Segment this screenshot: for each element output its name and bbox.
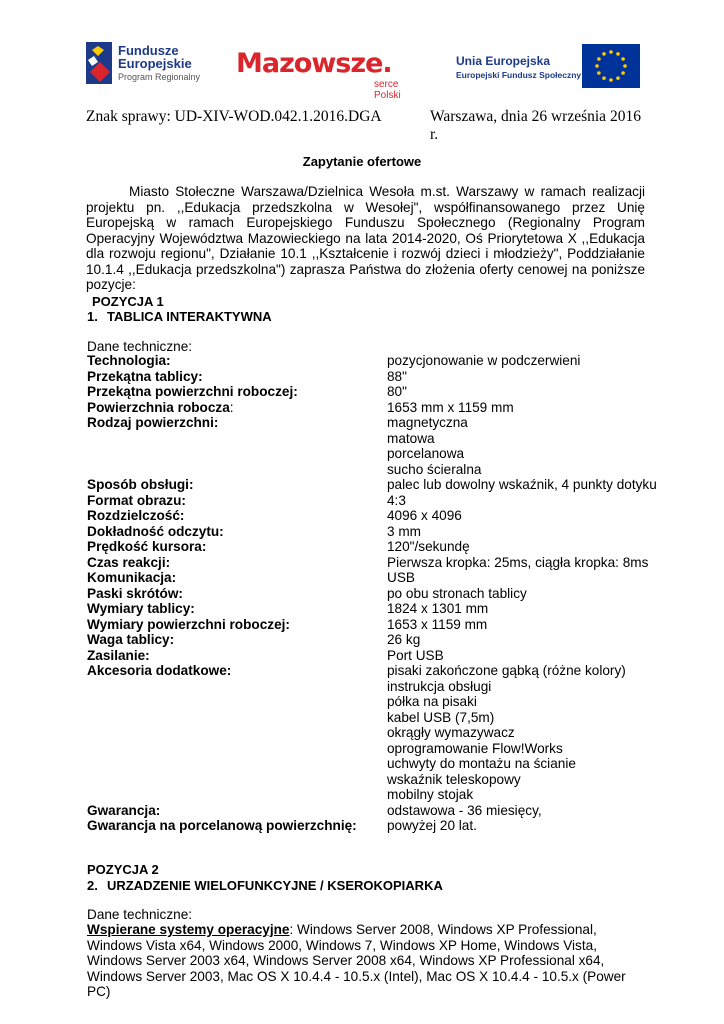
spec-value: 80" [387, 384, 407, 399]
eu-line2: Europejski Fundusz Społeczny [456, 70, 582, 80]
spec-value: pisaki zakończone gąbką (różne kolory) [387, 663, 626, 678]
funds-line1: Fundusze [118, 43, 179, 58]
position2-os-paragraph [87, 922, 652, 1000]
spec-row [87, 415, 687, 477]
eu-star [621, 71, 625, 75]
mazowsze-logo [236, 48, 426, 101]
spec-label [87, 570, 387, 586]
spec-label-text: Powierzchnia robocza [87, 399, 230, 415]
mazowsze-wordmark: Mazowsze. [236, 48, 392, 79]
spec-values [387, 493, 406, 509]
spec-value: instrukcja obsługi [387, 678, 492, 694]
spec-label [87, 493, 387, 509]
spec-value: 120"/sekundę [387, 539, 470, 554]
spec-values [387, 601, 488, 617]
eu-star [623, 64, 627, 68]
spec-row [87, 601, 687, 617]
spec-values [387, 539, 470, 555]
position1-spec-list [87, 353, 687, 834]
spec-label-text: Komunikacja: [87, 570, 177, 585]
spec-row [87, 586, 687, 602]
spec-value: 26 kg [387, 632, 421, 647]
spec-label [87, 663, 387, 803]
spec-label [87, 586, 387, 602]
eu-star [609, 78, 613, 82]
spec-value: 1653 mm x 1159 mm [387, 399, 514, 415]
spec-value: kabel USB (7,5m) [387, 709, 495, 725]
case-number: Znak sprawy: UD-XIV-WOD.042.1.2016.DGA [86, 108, 382, 125]
spec-label [87, 369, 387, 385]
intro-text: Miasto Stołeczne Warszawa/Dzielnica Wesoła m.st. Warszawy w ramach realizacji projektu pn. ,,Edukacja przedszkolna w Wesołej", współfinansowanego przez Unię Europejską w ramach Europejskiego Funduszu Społecznego (Regionalny Program Operacyjny Województwa Mazowieckiego na lata 2014-2020, Oś Priorytetowa X ,,Edukacja dla rozwoju regionu", Działanie 10.1 ,,Kształcenie i rozwój dzieci i młodzieży", Poddziałanie 10.1.4 ,,Edukacja przedszkolna") zaprasza Państwa do złożenia oferty cenowej na poniższe pozycje: [86, 184, 645, 292]
os-text: : Windows Server 2008, Windows XP Professional, Windows Vista x64, Windows 2000, Windows 7, Windows XP Home, Windows Vista, Windows Server 2003 x64, Windows Server 2008 x64, Windows XP Professional x64, Windows Server 2003, Mac OS X 10.4.4 - 10.5.x (Intel), Mac OS X 10.4.4 - 10.5.x (Power PC) [87, 922, 626, 999]
spec-value: półka na pisaki [387, 694, 477, 709]
intro-paragraph [86, 184, 645, 293]
spec-row [87, 663, 687, 803]
spec-label-text: Sposób obsługi: [87, 477, 194, 492]
spec-value: matowa [387, 430, 435, 446]
eu-star [597, 57, 601, 61]
funds-line3: Program Regionalny [118, 72, 201, 82]
spec-row [87, 369, 687, 385]
funds-flag-icon [86, 42, 112, 84]
spec-label-text: Paski skrótów: [87, 585, 183, 601]
place-date: Warszawa, dnia 26 września 2016 r. [430, 108, 641, 143]
spec-label [87, 524, 387, 540]
mazowsze-subtitle: serce Polski [374, 79, 401, 101]
eu-star [621, 57, 625, 61]
spec-value: oprogramowanie Flow!Works [387, 740, 563, 756]
spec-label [87, 384, 387, 400]
spec-label [87, 477, 387, 493]
eu-star [609, 50, 613, 54]
spec-label-text: Technologia: [87, 353, 171, 368]
eu-star [597, 71, 601, 75]
spec-row [87, 524, 687, 540]
spec-value: magnetyczna [387, 415, 468, 430]
spec-value: po obu stronach tablicy [387, 585, 527, 601]
spec-value: USB [387, 570, 415, 585]
spec-label [87, 632, 387, 648]
spec-value: powyżej 20 lat. [387, 818, 477, 833]
os-label: Wspierane systemy operacyjne [87, 922, 290, 937]
spec-label [87, 400, 387, 416]
spec-values [387, 508, 462, 524]
position1-number: 1. [87, 309, 98, 324]
spec-values [387, 555, 648, 571]
spec-value: 1824 x 1301 mm [387, 601, 489, 616]
spec-value: palec lub dowolny wskaźnik, 4 punkty dotyku [387, 477, 657, 492]
position2-title [87, 878, 443, 893]
spec-values [387, 353, 580, 369]
spec-label-text: Rozdzielczość: [87, 508, 185, 523]
eu-star [616, 76, 620, 80]
spec-row [87, 632, 687, 648]
spec-row [87, 818, 687, 834]
spec-value: Pierwsza kropka: 25ms, ciągła kropka: 8ms [387, 554, 649, 570]
spec-label-text: Akcesoria dodatkowe: [87, 663, 232, 678]
position1-title [87, 309, 272, 324]
spec-label-text: Dokładność odczytu: [87, 523, 224, 539]
spec-label [87, 617, 387, 633]
spec-value: 1653 x 1159 mm [387, 616, 488, 632]
eu-line1: Unia Europejska [456, 54, 551, 68]
spec-row [87, 555, 687, 571]
position2-name: URZADZENIE WIELOFUNKCYJNE / KSEROKOPIARKA [107, 878, 443, 893]
spec-label-text: Format obrazu: [87, 492, 186, 508]
spec-label-text: Wymiary powierzchni roboczej: [87, 616, 290, 632]
document-title: Zapytanie ofertowe [302, 154, 422, 169]
spec-label [87, 803, 387, 819]
position2-number: 2. [87, 878, 98, 893]
spec-row [87, 508, 687, 524]
spec-label [87, 539, 387, 555]
spec-value: pozycjonowanie w podczerwieni [387, 353, 581, 368]
spec-row [87, 384, 687, 400]
spec-label-text: Rodzaj powierzchni: [87, 415, 219, 430]
spec-value: uchwyty do montażu na ścianie [387, 756, 576, 771]
spec-value: odstawowa - 36 miesięcy, [387, 802, 542, 818]
spec-label [87, 818, 387, 834]
spec-label [87, 415, 387, 477]
spec-values [387, 477, 657, 493]
document-header [86, 108, 646, 143]
position1-name: TABLICA INTERAKTYWNA [107, 309, 272, 324]
eu-star [616, 52, 620, 56]
eu-star [602, 76, 606, 80]
spec-label-text: Przekątna powierzchni roboczej: [87, 384, 298, 399]
spec-values [387, 803, 542, 819]
spec-value: Port USB [387, 647, 444, 663]
eu-star [595, 64, 599, 68]
spec-value: mobilny stojak [387, 787, 474, 802]
spec-value: 88" [387, 368, 407, 384]
funds-logo [86, 42, 216, 90]
spec-values [387, 369, 407, 385]
spec-row [87, 539, 687, 555]
eu-logo [456, 44, 640, 90]
funds-line2: Europejskie [118, 56, 192, 71]
spec-row [87, 477, 687, 493]
spec-values [387, 632, 420, 648]
spec-label-text: Wymiary tablicy: [87, 601, 195, 616]
position1-tech-heading: Dane techniczne: [87, 339, 193, 354]
eu-flag-icon [582, 44, 640, 88]
spec-values [387, 524, 421, 540]
spec-label-text: Czas reakcji: [87, 554, 171, 570]
spec-row [87, 353, 687, 369]
spec-value: 3 mm [387, 523, 421, 539]
spec-value: okrągły wymazywacz [387, 725, 515, 740]
spec-value: 4:3 [387, 492, 406, 508]
position1-label: POZYCJA 1 [92, 294, 164, 309]
spec-value: sucho ścieralna [387, 461, 482, 477]
spec-label-text: Waga tablicy: [87, 632, 175, 647]
spec-row [87, 803, 687, 819]
spec-label-text: Prędkość kursora: [87, 539, 207, 554]
spec-row [87, 617, 687, 633]
spec-label-text: Zasilanie: [87, 647, 150, 663]
spec-label-text: Przekątna tablicy: [87, 368, 203, 384]
spec-value: 4096 x 4096 [387, 508, 462, 523]
spec-row [87, 570, 687, 586]
spec-values [387, 400, 514, 416]
logo-bar [0, 0, 724, 100]
spec-values [387, 648, 444, 664]
spec-values [387, 384, 407, 400]
spec-label-text: Gwarancja: [87, 802, 161, 818]
spec-label [87, 508, 387, 524]
spec-values [387, 586, 527, 602]
spec-label [87, 555, 387, 571]
spec-values [387, 818, 477, 834]
spec-label-suffix: : [229, 399, 234, 415]
spec-label-text: Gwarancja na porcelanową powierzchnię: [87, 818, 357, 833]
spec-values [387, 570, 415, 586]
eu-star [602, 52, 606, 56]
spec-values [387, 415, 481, 477]
spec-label [87, 601, 387, 617]
spec-values [387, 617, 487, 633]
spec-row [87, 648, 687, 664]
spec-value: wskaźnik teleskopowy [387, 771, 521, 787]
spec-label [87, 648, 387, 664]
spec-values [387, 663, 626, 803]
position2-label: POZYCJA 2 [87, 862, 159, 877]
spec-value: porcelanowa [387, 446, 465, 461]
position2-tech-heading: Dane techniczne: [87, 907, 193, 922]
spec-row [87, 400, 687, 416]
spec-label [87, 353, 387, 369]
spec-row [87, 493, 687, 509]
